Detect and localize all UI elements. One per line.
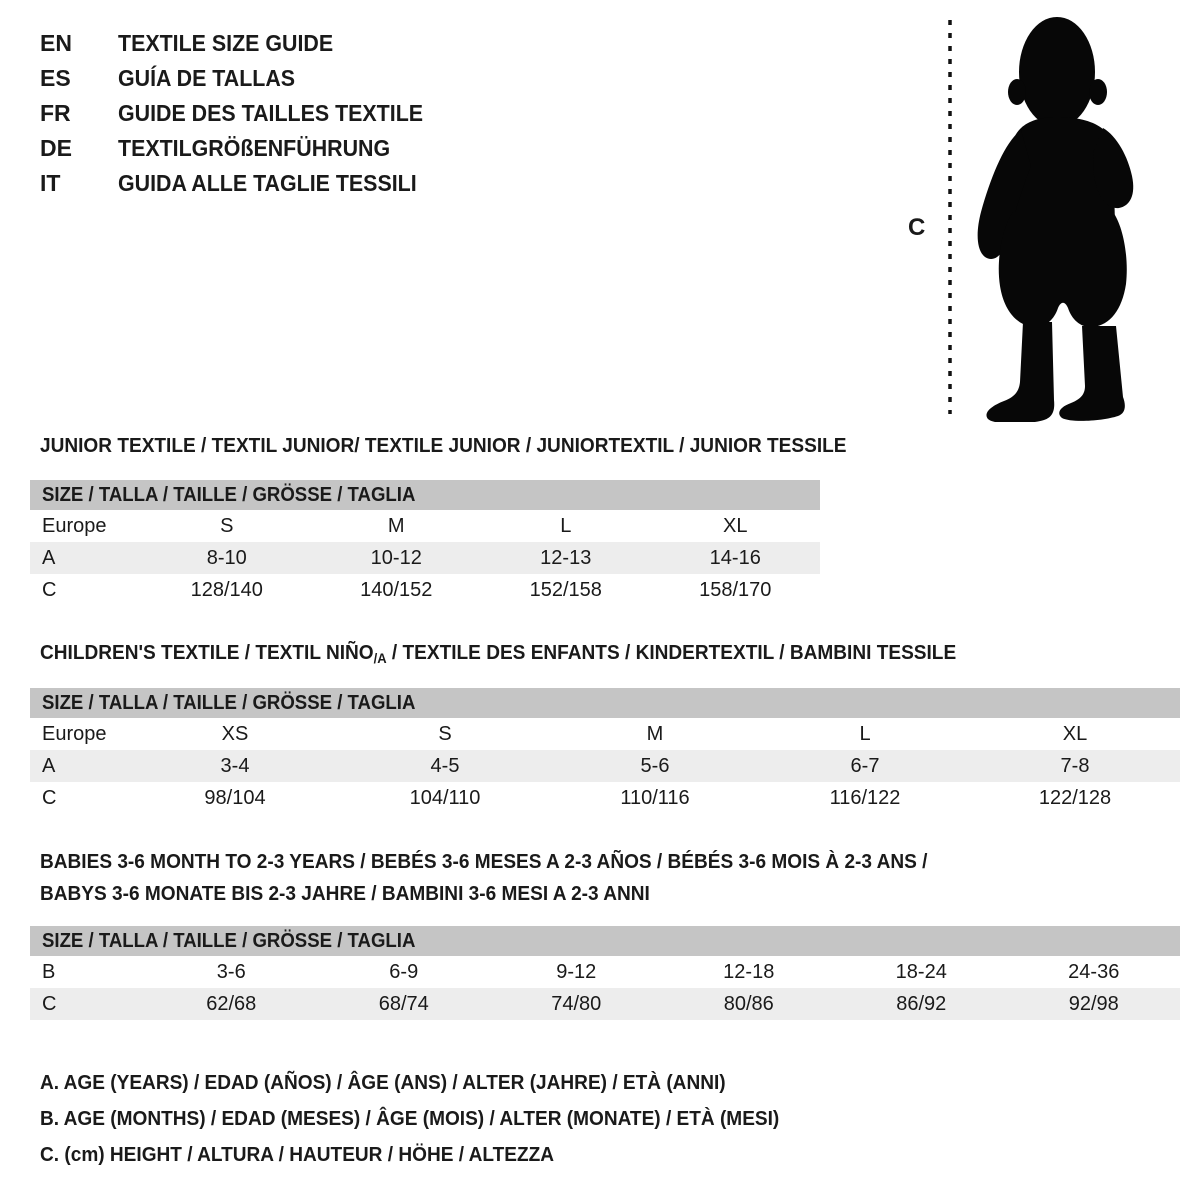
children-row-age (30, 750, 1180, 782)
row-label: A (42, 755, 56, 777)
row-label: Europe (42, 515, 107, 537)
silhouette-leg-left (986, 322, 1054, 422)
height-cell: 122/128 (1038, 787, 1112, 809)
language-code-en: EN (40, 30, 72, 56)
height-cell: 68/74 (378, 993, 429, 1015)
age-cell: 4-5 (430, 755, 460, 777)
height-cell: 116/122 (829, 787, 901, 809)
language-row-en (40, 26, 446, 61)
height-cell: 110/116 (620, 787, 690, 809)
height-cell: 158/170 (699, 579, 772, 601)
children-title-prefix: CHILDREN'S TEXTILE / TEXTIL NIÑO (40, 641, 374, 664)
age-months-cell: 6-9 (389, 961, 419, 983)
junior-row-age (30, 542, 820, 574)
height-cell: 62/68 (206, 993, 257, 1015)
age-cell: 7-8 (1060, 755, 1090, 777)
row-label: C (42, 579, 57, 601)
junior-section-title: JUNIOR TEXTILE / TEXTIL JUNIOR/ TEXTILE JUNIOR / JUNIORTEXTIL / JUNIOR TESSILE (40, 434, 847, 457)
language-code-it: IT (40, 170, 61, 196)
silhouette-shorts (999, 212, 1127, 327)
height-cell: 104/110 (409, 787, 481, 809)
size-cell: XS (221, 723, 249, 745)
age-months-cell: 24-36 (1068, 961, 1120, 983)
babies-row-height (30, 988, 1180, 1020)
height-cell: 98/104 (204, 787, 266, 809)
row-label: C (42, 787, 57, 809)
language-row-es (40, 61, 446, 96)
legend-line-a: A. AGE (YEARS) / EDAD (AÑOS) / ÂGE (ANS) / ALTER (JAHRE) / ETÀ (ANNI) (40, 1071, 726, 1094)
silhouette-ear-right (1089, 79, 1107, 105)
junior-row-height (30, 574, 820, 606)
guide-title-en: TEXTILE SIZE GUIDE (118, 30, 334, 56)
silhouette-ear-left (1008, 79, 1026, 105)
size-cell: XL (723, 515, 748, 537)
junior-size-table (30, 480, 820, 606)
age-months-cell: 12-18 (723, 961, 775, 983)
size-cell: L (560, 515, 572, 537)
row-label: A (42, 547, 56, 569)
size-cell: S (220, 515, 234, 537)
row-label: Europe (42, 723, 107, 745)
size-cell: L (859, 723, 871, 745)
height-measure-label: C (908, 214, 926, 241)
language-row-it (40, 166, 446, 201)
height-cell: 86/92 (896, 993, 947, 1015)
toddler-silhouette (978, 17, 1134, 422)
age-months-cell: 9-12 (556, 961, 597, 983)
language-code-es: ES (40, 65, 71, 91)
children-size-table (30, 688, 1180, 814)
children-title-text (40, 641, 956, 666)
row-label: B (42, 961, 56, 983)
guide-title-es: GUÍA DE TALLAS (118, 65, 296, 91)
junior-size-header-text: SIZE / TALLA / TAILLE / GRÖSSE / TAGLIA (42, 484, 416, 506)
size-cell: M (387, 515, 405, 537)
age-cell: 6-7 (850, 755, 880, 777)
age-cell: 3-4 (220, 755, 250, 777)
guide-title-it: GUIDA ALLE TAGLIE TESSILI (118, 170, 417, 196)
babies-row-months (30, 956, 1180, 988)
height-cell: 74/80 (551, 993, 602, 1015)
height-cell: 140/152 (360, 579, 433, 601)
age-cell: 5-6 (640, 755, 670, 777)
guide-title-de: TEXTILGRÖßENFÜHRUNG (118, 135, 391, 161)
children-row-europe (30, 718, 1180, 750)
children-size-header-bar (30, 688, 1180, 718)
size-cell: XL (1062, 723, 1088, 745)
age-cell: 14-16 (709, 547, 761, 569)
age-months-cell: 18-24 (895, 961, 947, 983)
language-title-block (40, 26, 446, 201)
language-code-fr: FR (40, 100, 71, 126)
babies-section-title-line1: BABIES 3-6 MONTH TO 2-3 YEARS / BEBÉS 3-6 MESES A 2-3 AÑOS / BÉBÉS 3-6 MOIS À 2-3 ANS / (40, 850, 928, 873)
junior-row-europe (30, 510, 820, 542)
children-row-height (30, 782, 1180, 814)
height-cell: 92/98 (1068, 993, 1119, 1015)
age-cell: 12-13 (540, 547, 592, 569)
babies-size-table (30, 926, 1180, 1020)
legend-line-c: C. (cm) HEIGHT / ALTURA / HAUTEUR / HÖHE / ALTEZZA (40, 1143, 555, 1166)
size-cell: S (438, 723, 452, 745)
language-row-fr (40, 96, 446, 131)
babies-size-header-text: SIZE / TALLA / TAILLE / GRÖSSE / TAGLIA (42, 930, 416, 952)
height-cell: 80/86 (723, 993, 774, 1015)
silhouette-head (1019, 17, 1095, 127)
children-section-title (40, 641, 1025, 666)
toddler-silhouette-figure (900, 12, 1190, 422)
guide-title-fr: GUIDE DES TAILLES TEXTILE (118, 100, 424, 126)
legend-line-b: B. AGE (MONTHS) / EDAD (MESES) / ÂGE (MOIS) / ALTER (MONATE) / ETÀ (MESI) (40, 1107, 780, 1130)
height-cell: 128/140 (190, 579, 263, 601)
babies-section-title-line2: BABYS 3-6 MONATE BIS 2-3 JAHRE / BAMBINI 3-6 MESI A 2-3 ANNI (40, 882, 650, 905)
babies-size-header-bar (30, 926, 1180, 956)
junior-size-header-bar (30, 480, 820, 510)
size-cell: M (646, 723, 664, 745)
children-title-suffix: / TEXTILE DES ENFANTS / KINDERTEXTIL / BAMBINI TESSILE (386, 641, 957, 664)
children-size-header-text: SIZE / TALLA / TAILLE / GRÖSSE / TAGLIA (42, 692, 416, 714)
language-code-de: DE (40, 135, 72, 161)
height-cell: 152/158 (529, 579, 602, 601)
row-label: C (42, 993, 57, 1015)
children-title-sub: /A (373, 650, 387, 666)
age-cell: 8-10 (206, 547, 247, 569)
age-months-cell: 3-6 (216, 961, 246, 983)
silhouette-leg-right (1059, 326, 1125, 421)
age-cell: 10-12 (370, 547, 422, 569)
language-row-de (40, 131, 446, 166)
